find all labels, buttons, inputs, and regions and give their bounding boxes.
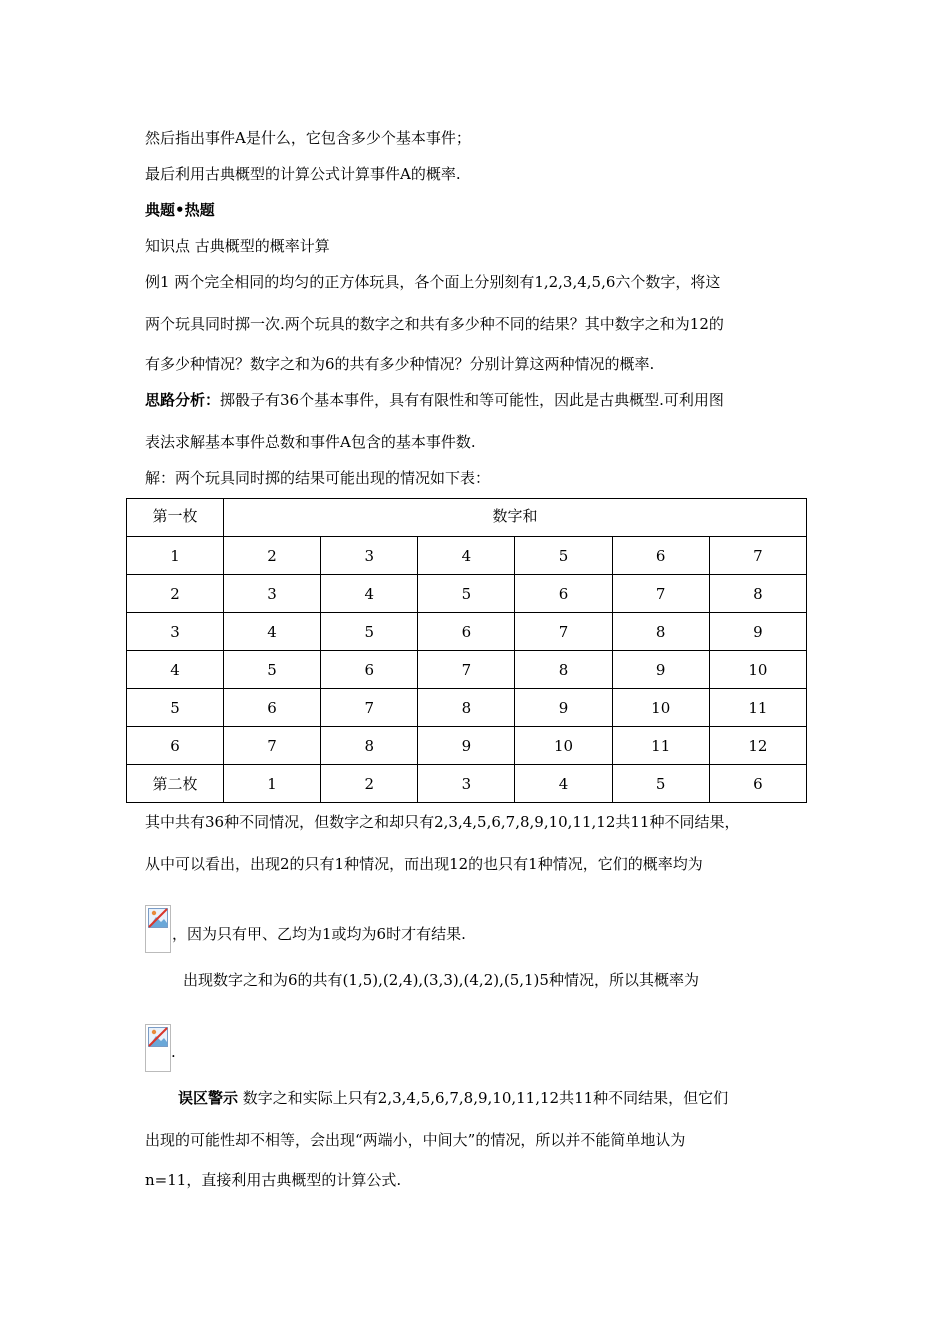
text-line-1: 然后指出事件A是什么，它包含多少个基本事件；	[145, 129, 471, 147]
table-cell: 2	[224, 537, 321, 575]
table-cell: 9	[515, 689, 612, 727]
table-cell: 6	[709, 765, 806, 803]
topic-line: 知识点 古典概型的概率计算	[145, 237, 330, 255]
paragraph-line-2: 从中可以看出，出现2的只有1种情况，而出现12的也只有1种情况，它们的概率均为	[145, 855, 703, 873]
table-cell: 3	[224, 575, 321, 613]
table-cell: 10	[612, 689, 709, 727]
analysis-text-1: 掷骰子有36个基本事件，具有有限性和等可能性，因此是古典概型.可利用图	[220, 391, 724, 409]
table-cell: 8	[515, 651, 612, 689]
table-cell: 12	[709, 727, 806, 765]
table-cell: 9	[709, 613, 806, 651]
warning-line-1	[178, 1088, 728, 1108]
table-cell: 10	[515, 727, 612, 765]
table-cell: 11	[709, 689, 806, 727]
table-cell: 7	[709, 537, 806, 575]
table-cell: 1	[224, 765, 321, 803]
table-cell: 6	[418, 613, 515, 651]
warning-line-2: 出现的可能性却不相等，会出现“两端小，中间大”的情况，所以并不能简单地认为	[145, 1131, 686, 1149]
table-row-label: 5	[127, 689, 224, 727]
table-cell: 6	[321, 651, 418, 689]
table-cell: 5	[418, 575, 515, 613]
table-row	[127, 651, 807, 689]
analysis-label: 思路分析：	[145, 391, 221, 409]
table-cell: 2	[321, 765, 418, 803]
table-cell: 7	[612, 575, 709, 613]
table-cell: 9	[418, 727, 515, 765]
table-cell: 6	[612, 537, 709, 575]
paragraph-line-1: 其中共有36种不同情况，但数字之和却只有2,3,4,5,6,7,8,9,10,11,12共11种不同结果，	[145, 813, 740, 831]
table-cell: 4	[224, 613, 321, 651]
paragraph-line-3: ，因为只有甲、乙均为1或均为6时才有结果.	[172, 925, 466, 943]
table-cell: 10	[709, 651, 806, 689]
table-cell: 7	[224, 727, 321, 765]
broken-image-icon	[148, 908, 168, 928]
table-row-label: 第二枚	[127, 765, 224, 803]
table-row	[127, 765, 807, 803]
table-cell: 6	[515, 575, 612, 613]
section-heading: 典题•热题	[145, 201, 215, 219]
dice-sum-table	[126, 498, 807, 803]
table-row	[127, 613, 807, 651]
table-cell: 6	[224, 689, 321, 727]
table-cell: 7	[515, 613, 612, 651]
table-row-label: 3	[127, 613, 224, 651]
paragraph-line-5: .	[171, 1043, 176, 1061]
table-row-label: 4	[127, 651, 224, 689]
warning-label: 误区警示	[178, 1089, 239, 1107]
example-line-2: 两个玩具同时掷一次.两个玩具的数字之和共有多少种不同的结果？其中数字之和为12的	[145, 315, 724, 333]
table-row	[127, 575, 807, 613]
formula-image-placeholder	[145, 905, 171, 953]
table-cell: 4	[321, 575, 418, 613]
table-cell: 3	[418, 765, 515, 803]
text-line-2: 最后利用古典概型的计算公式计算事件A的概率.	[145, 165, 461, 183]
warning-line-3: n=11，直接利用古典概型的计算公式.	[145, 1171, 402, 1189]
warning-text-1: 数字之和实际上只有2,3,4,5,6,7,8,9,10,11,12共11种不同结果，但它们	[238, 1089, 729, 1107]
example-line-1: 例1 两个完全相同的均匀的正方体玩具，各个面上分别刻有1,2,3,4,5,6六个数字，将这	[145, 273, 721, 291]
table-cell: 8	[709, 575, 806, 613]
paragraph-line-4: 出现数字之和为6的共有(1,5),(2,4),(3,3),(4,2),(5,1)5种情况，所以其概率为	[183, 971, 699, 989]
table-cell: 7	[321, 689, 418, 727]
table-header-left: 第一枚	[127, 499, 224, 537]
table-header-right: 数字和	[224, 499, 807, 537]
table-cell: 11	[612, 727, 709, 765]
table-cell: 4	[418, 537, 515, 575]
table-cell: 8	[612, 613, 709, 651]
table-row-label: 2	[127, 575, 224, 613]
table-header-row	[127, 499, 807, 537]
broken-image-icon	[148, 1027, 168, 1047]
analysis-line-1	[145, 390, 724, 410]
table-cell: 5	[321, 613, 418, 651]
table-row-label: 1	[127, 537, 224, 575]
table-cell: 8	[418, 689, 515, 727]
table-cell: 5	[515, 537, 612, 575]
table-cell: 4	[515, 765, 612, 803]
table-row	[127, 537, 807, 575]
formula-image-placeholder	[145, 1024, 171, 1072]
table-row	[127, 727, 807, 765]
table-cell: 3	[321, 537, 418, 575]
table-cell: 5	[612, 765, 709, 803]
example-line-3: 有多少种情况？数字之和为6的共有多少种情况？分别计算这两种情况的概率.	[145, 355, 655, 373]
table-cell: 9	[612, 651, 709, 689]
analysis-line-2: 表法求解基本事件总数和事件A包含的基本事件数.	[145, 433, 476, 451]
table-cell: 8	[321, 727, 418, 765]
table-cell: 5	[224, 651, 321, 689]
solution-line: 解：两个玩具同时掷的结果可能出现的情况如下表：	[145, 469, 491, 487]
table-cell: 7	[418, 651, 515, 689]
table-row-label: 6	[127, 727, 224, 765]
table-row	[127, 689, 807, 727]
